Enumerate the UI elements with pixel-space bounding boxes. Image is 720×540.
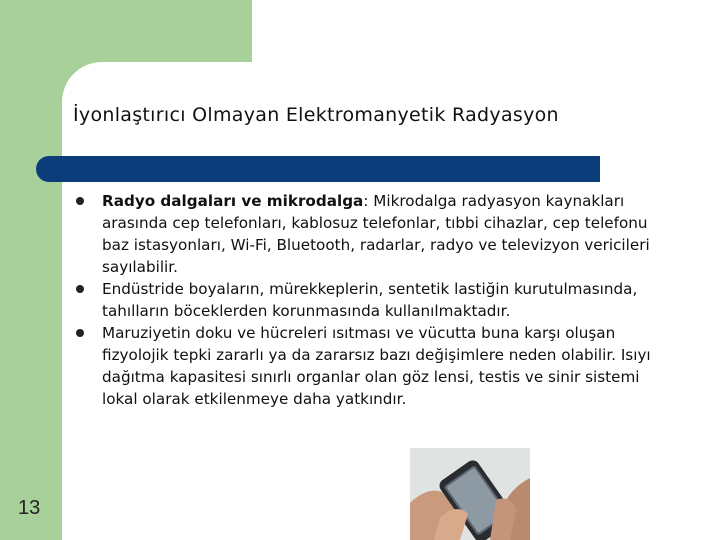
bullet-dot-icon (76, 285, 84, 293)
title-underline-bar (36, 156, 600, 182)
bullet-bold-lead: Radyo dalgaları ve mikrodalga (102, 192, 364, 210)
hands-holding-phone-icon (410, 448, 530, 540)
decorative-green-strip (0, 0, 62, 540)
page-number: 13 (18, 497, 41, 519)
bullet-dot-icon (76, 197, 84, 205)
bullet-text: Maruziyetin doku ve hücreleri ısıtması ve vücutta buna karşı oluşan fizyolojik tepki zararlı ya da zararsız bazı değişimlere neden olabilir. Isıyı dağıtma kapasitesi sınırlı organlar olan göz lensi, testis ve sinir sistemi lokal olarak etkilenmeye daha yatkındır. (102, 324, 651, 408)
bullet-dot-icon (76, 329, 84, 337)
bullet-item-1 (76, 190, 676, 278)
bullet-item-2 (76, 278, 676, 322)
bullet-text: : Mikrodalga radyasyon kaynakları arasında cep telefonları, kablosuz telefonlar, tıbbi cihazlar, cep telefonu baz istasyonları, Wi-Fi, Bluetooth, radarlar, radyo ve televizyon vericileri sayılabilir. (102, 192, 650, 276)
bullet-list (76, 190, 676, 410)
phone-photo (410, 448, 530, 540)
bullet-text: Endüstride boyaların, mürekkeplerin, sentetik lastiğin kurutulmasında, tahılların böceklerden korunmasında kullanılmaktadır. (102, 280, 638, 320)
bullet-item-3 (76, 322, 676, 410)
slide-title: İyonlaştırıcı Olmayan Elektromanyetik Radyasyon (73, 104, 559, 126)
